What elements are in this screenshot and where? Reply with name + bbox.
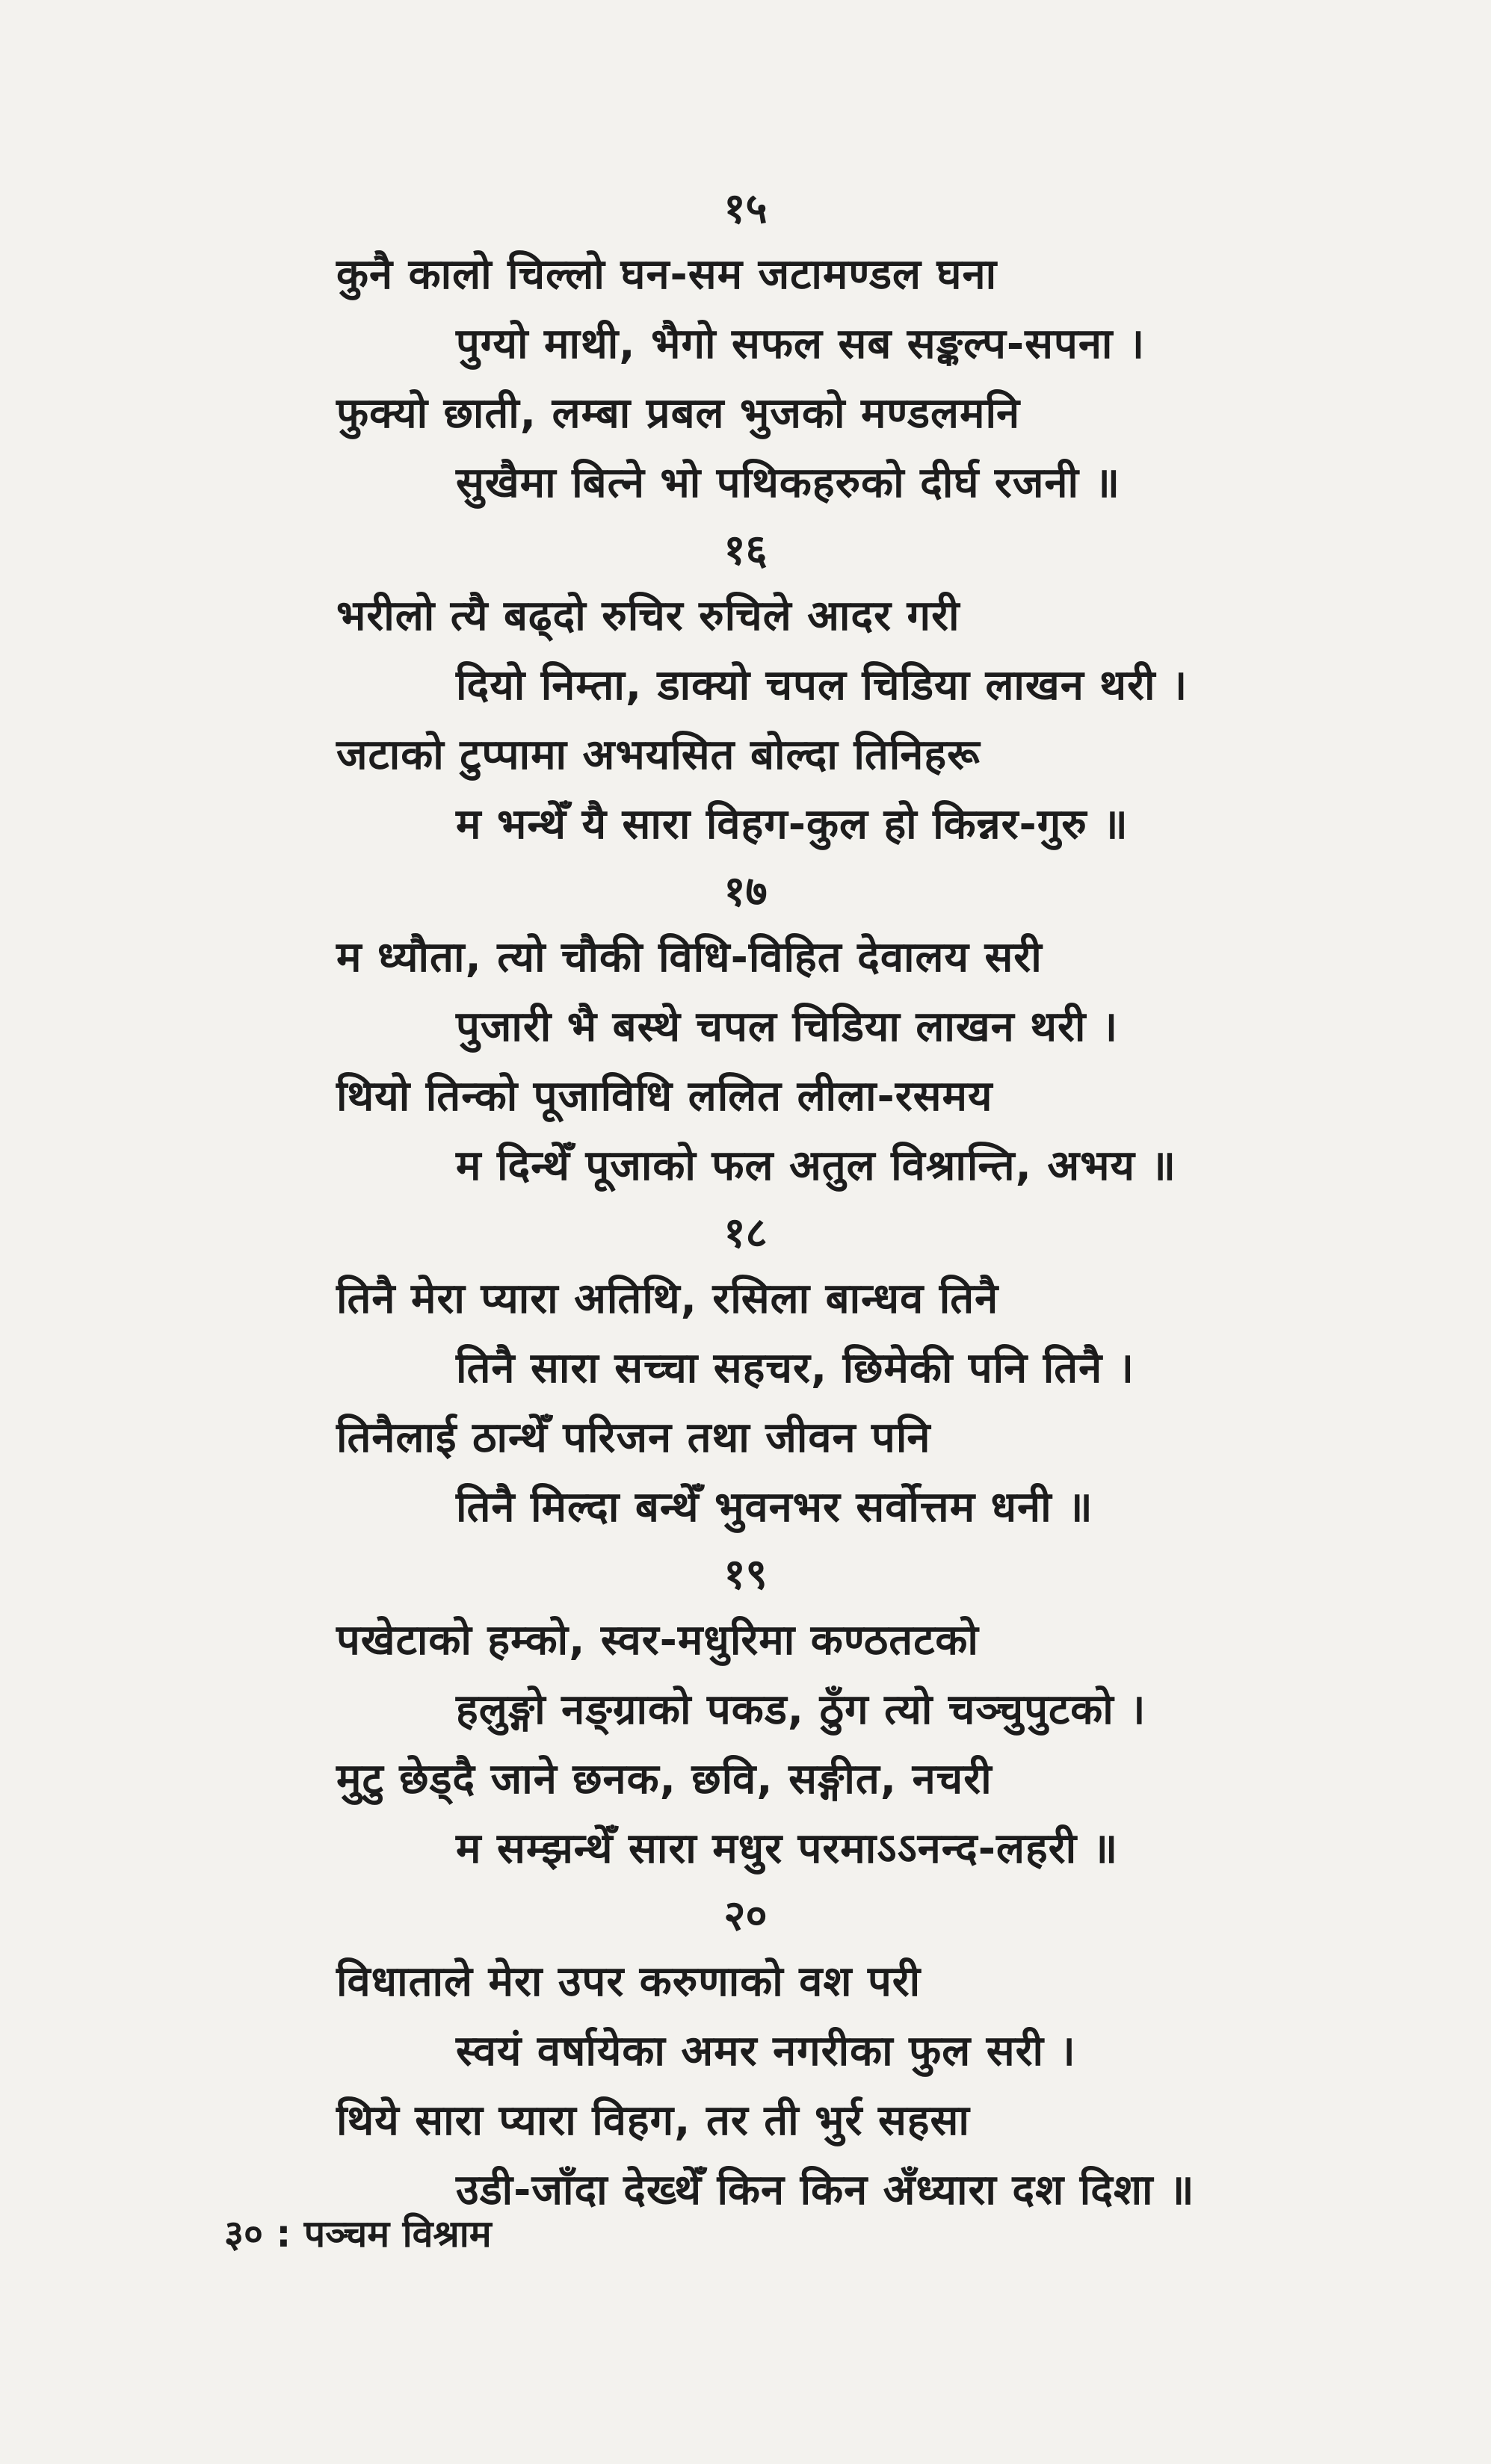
- stanza-number: १९: [723, 1550, 768, 1599]
- verse-line: स्वयं वर्षायेका अमर नगरीका फुल सरी ।: [456, 2027, 1076, 2075]
- verse-line: म ध्यौता, त्यो चौकी विधि-विहित देवालय सरी: [336, 933, 1043, 982]
- stanza-number: १६: [723, 526, 768, 575]
- stanza-number: १८: [723, 1209, 768, 1257]
- verse-line: मुटु छेड्दै जाने छनक, छवि, सङ्गीत, नचरी: [336, 1755, 993, 1804]
- verse-line: म दिन्थेँ पूजाको फल अतुल विश्रान्ति, अभय ॥: [456, 1142, 1177, 1190]
- verse-line: थियो तिन्को पूजाविधि ललित लीला-रसमय: [336, 1072, 993, 1121]
- verse-line: पुग्यो माथी, भैगो सफल सब सङ्कल्प-सपना ।: [456, 320, 1146, 368]
- verse-line: थिये सारा प्यारा विहग, तर ती भुर्र सहसा: [336, 2096, 970, 2145]
- verse-line: भरीलो त्यै बढ्दो रुचिर रुचिले आदर गरी: [336, 592, 960, 640]
- verse-line: पुजारी भै बस्थे चपल चिडिया लाखन थरी ।: [456, 1003, 1119, 1051]
- verse-line: म भन्थेँ यै सारा विहग-कुल हो किन्नर-गुरु ॥: [456, 800, 1129, 849]
- verse-line: जटाको टुप्पामा अभयसित बोल्दा तिनिहरू: [336, 731, 981, 779]
- verse-line: फुक्यो छाती, लम्बा प्रबल भुजको मण्डलमनि: [336, 389, 1021, 438]
- verse-line: तिनै सारा सच्चा सहचर, छिमेकी पनि तिनै ।: [456, 1344, 1135, 1393]
- verse-line: कुनै कालो चिल्लो घन-सम जटामण्डल घना: [336, 250, 998, 299]
- page-footer: ३० : पञ्चम विश्राम: [224, 2212, 492, 2256]
- verse-line: तिनै मिल्दा बन्थेँ भुवनभर सर्वोत्तम धनी ॥: [456, 1483, 1093, 1532]
- verse-line: सुखैमा बित्ने भो पथिकहरुको दीर्घ रजनी ॥: [456, 459, 1121, 507]
- verse-line: विधाताले मेरा उपर करुणाको वश परी: [336, 1957, 922, 2006]
- stanza-number: १७: [723, 867, 768, 916]
- verse-line: म सम्झन्थेँ सारा मधुर परमाऽऽनन्द-लहरी ॥: [456, 1824, 1119, 1873]
- verse-line: उडी-जाँदा देख्थेँ किन किन अँध्यारा दश दिशा ॥: [456, 2166, 1195, 2214]
- verse-line: तिनै मेरा प्यारा अतिथि, रसिला बान्धव तिनै: [336, 1275, 999, 1323]
- verse-line: दियो निम्ता, डाक्यो चपल चिडिया लाखन थरी ।: [456, 661, 1188, 710]
- verse-line: पखेटाको हम्को, स्वर-मधुरिमा कण्ठतटको: [336, 1616, 979, 1665]
- stanza-number: २०: [723, 1892, 768, 1940]
- verse-line: तिनैलाई ठान्थेँ परिजन तथा जीवन पनि: [336, 1414, 931, 1462]
- stanza-number: १५: [723, 185, 768, 233]
- verse-line: हलुङ्गो नङ्ग्राको पकड, ठुँग त्यो चञ्चुपुटको ।: [456, 1686, 1146, 1734]
